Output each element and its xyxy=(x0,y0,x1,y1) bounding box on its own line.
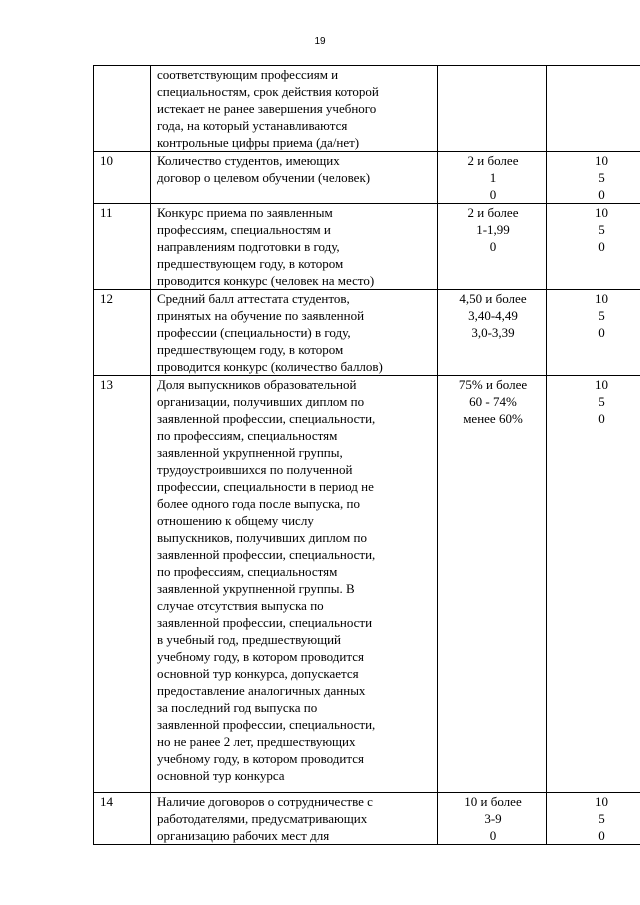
table-row xyxy=(94,376,640,793)
value-range: 2 и более xyxy=(467,153,519,168)
criterion-description-line: основной тур конкурса xyxy=(157,768,285,783)
value-range-cell xyxy=(438,204,547,290)
criterion-description-line: по профессиям, специальностям xyxy=(157,428,338,443)
score-cell xyxy=(547,290,640,376)
table-row xyxy=(94,290,640,376)
row-number: 13 xyxy=(100,377,113,392)
value-range: 75% и более xyxy=(458,377,528,392)
score-value: 10 xyxy=(595,377,608,392)
value-range: 60 - 74% xyxy=(469,394,517,409)
row-number-cell xyxy=(94,152,151,204)
score-cell xyxy=(547,793,640,845)
criterion-description-cell xyxy=(151,290,438,376)
criterion-description-line: более одного года после выпуска, по xyxy=(157,496,360,511)
value-range: 3,40-4,49 xyxy=(468,308,518,323)
criterion-description-line: в учебный год, предшествующий xyxy=(157,632,342,647)
value-range: 10 и более xyxy=(464,794,522,809)
value-range-cell xyxy=(438,152,547,204)
score-value: 0 xyxy=(598,828,605,843)
criterion-description-line: организацию рабочих мест для xyxy=(157,828,330,843)
score-value: 0 xyxy=(598,187,605,202)
value-range: 1 xyxy=(489,170,497,185)
criterion-description-line: истекает не ранее завершения учебного xyxy=(157,101,377,116)
page-number: 19 xyxy=(314,36,326,47)
score-value: 10 xyxy=(595,794,608,809)
criterion-description-line: проводится конкурс (количество баллов) xyxy=(157,359,383,374)
value-range: 0 xyxy=(489,828,497,843)
criteria-table-body xyxy=(94,66,640,845)
criterion-description-line: Количество студентов, имеющих xyxy=(157,153,340,168)
criterion-description-line: специальностям, срок действия которой xyxy=(157,84,379,99)
value-range-cell xyxy=(438,376,547,793)
value-range-cell xyxy=(438,66,547,152)
criterion-description-line: случае отсутствия выпуска по xyxy=(157,598,324,613)
score-value: 0 xyxy=(598,325,605,340)
row-number: 12 xyxy=(100,291,113,306)
row-number-cell xyxy=(94,204,151,290)
score-cell xyxy=(547,152,640,204)
criterion-description-line: предшествующем году, в котором xyxy=(157,256,344,271)
row-number: 11 xyxy=(100,205,113,220)
criterion-description-line: Доля выпускников образовательной xyxy=(157,377,357,392)
value-range: 4,50 и более xyxy=(459,291,527,306)
value-range: менее 60% xyxy=(463,411,523,426)
score-value: 5 xyxy=(598,170,605,185)
criterion-description-line: профессии, специальности в период не xyxy=(157,479,374,494)
criterion-description-line: профессии (специальности) в году, xyxy=(157,325,351,340)
criterion-description-line: предоставление аналогичных данных xyxy=(157,683,366,698)
criterion-description-cell xyxy=(151,204,438,290)
criterion-description-line: проводится конкурс (человек на место) xyxy=(157,273,375,288)
table-row xyxy=(94,66,640,152)
score-cell xyxy=(547,376,640,793)
criterion-description-line: заявленной профессии, специальности, xyxy=(157,717,376,732)
value-range-cell xyxy=(438,793,547,845)
criterion-description-cell xyxy=(151,793,438,845)
criterion-description-line: предшествующем году, в котором xyxy=(157,342,344,357)
criterion-description-line: заявленной профессии, специальности xyxy=(157,615,373,630)
criterion-description-line: профессиям, специальностям и xyxy=(157,222,331,237)
criterion-description-line: заявленной укрупненной группы, xyxy=(157,445,343,460)
value-range: 1-1,99 xyxy=(476,222,510,237)
criterion-description-line: заявленной профессии, специальности, xyxy=(157,547,376,562)
value-range: 3-9 xyxy=(484,811,502,826)
score-value: 0 xyxy=(598,411,605,426)
criterion-description-line: работодателями, предусматривающих xyxy=(157,811,368,826)
row-number: 14 xyxy=(100,794,113,809)
table-row xyxy=(94,152,640,204)
criterion-description-line: направлениям подготовки в году, xyxy=(157,239,340,254)
criteria-table xyxy=(93,65,640,845)
criterion-description-line: отношению к общему числу xyxy=(157,513,314,528)
row-number-cell xyxy=(94,376,151,793)
criterion-description-cell xyxy=(151,66,438,152)
criterion-description-line: за последний год выпуска по xyxy=(157,700,318,715)
criterion-description-cell xyxy=(151,376,438,793)
value-range-cell xyxy=(438,290,547,376)
score-value: 5 xyxy=(598,811,605,826)
score-value: 5 xyxy=(598,308,605,323)
criterion-description-line: по профессиям, специальностям xyxy=(157,564,338,579)
criterion-description-line: учебному году, в котором проводится xyxy=(157,751,364,766)
score-value: 5 xyxy=(598,394,605,409)
criterion-description-line: принятых на обучение по заявленной xyxy=(157,308,365,323)
criterion-description-line: договор о целевом обучении (человек) xyxy=(157,170,371,185)
criterion-description-line: Наличие договоров о сотрудничестве с xyxy=(157,794,373,809)
criterion-description-line: но не ранее 2 лет, предшествующих xyxy=(157,734,356,749)
table-row xyxy=(94,793,640,845)
row-number-cell xyxy=(94,66,151,152)
value-range: 0 xyxy=(489,187,497,202)
criterion-description-line: выпускников, получивших диплом по xyxy=(157,530,367,545)
row-number-cell xyxy=(94,290,151,376)
value-range: 2 и более xyxy=(467,205,519,220)
score-value: 10 xyxy=(595,291,608,306)
table-row xyxy=(94,204,640,290)
score-cell xyxy=(547,66,640,152)
value-range: 3,0-3,39 xyxy=(471,325,515,340)
score-cell xyxy=(547,204,640,290)
criterion-description-line: заявленной укрупненной группы. В xyxy=(157,581,355,596)
value-range: 0 xyxy=(489,239,497,254)
criterion-description-line: контрольные цифры приема (да/нет) xyxy=(157,135,360,150)
score-value: 0 xyxy=(598,239,605,254)
row-number: 10 xyxy=(100,153,113,168)
criterion-description-cell xyxy=(151,152,438,204)
criterion-description-line: Средний балл аттестата студентов, xyxy=(157,291,350,306)
row-number-cell xyxy=(94,793,151,845)
criterion-description-line: организации, получивших диплом по xyxy=(157,394,365,409)
score-value: 10 xyxy=(595,205,608,220)
criterion-description-line: соответствующим профессиям и xyxy=(157,67,339,82)
criterion-description-line: учебному году, в котором проводится xyxy=(157,649,364,664)
criterion-description-line: года, на который устанавливаются xyxy=(157,118,348,133)
criterion-description-line: заявленной профессии, специальности, xyxy=(157,411,376,426)
criterion-description-line: трудоустроившихся по полученной xyxy=(157,462,353,477)
criterion-description-line: основной тур конкурса, допускается xyxy=(157,666,359,681)
score-value: 10 xyxy=(595,153,608,168)
criterion-description-line: Конкурс приема по заявленным xyxy=(157,205,333,220)
score-value: 5 xyxy=(598,222,605,237)
